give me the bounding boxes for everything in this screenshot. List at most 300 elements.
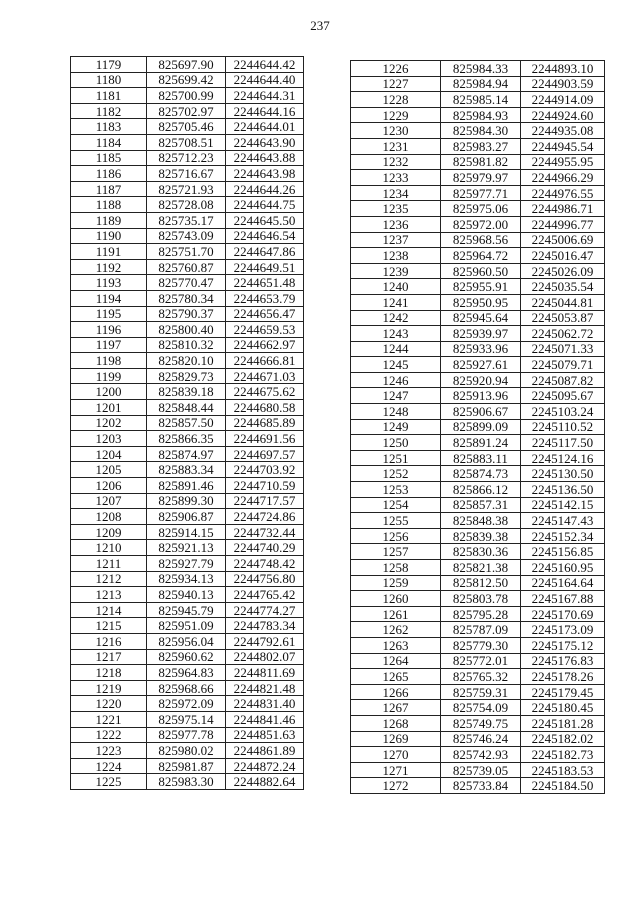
x-coordinate-cell: 825743.09 [147,228,226,244]
x-coordinate-cell: 825772.01 [441,653,521,669]
x-coordinate-cell: 825716.67 [147,166,226,182]
point-number-cell: 1255 [351,513,441,529]
y-coordinate-cell: 2245110.52 [521,419,605,435]
x-coordinate-cell: 825983.30 [147,774,226,790]
table-row [351,684,605,700]
point-number-cell: 1213 [71,587,147,603]
table-row [71,134,304,150]
y-coordinate-cell: 2245103.24 [521,404,605,420]
point-number-cell: 1194 [71,290,147,306]
y-coordinate-cell: 2244903.59 [521,76,605,92]
table-row [351,731,605,747]
table-row [351,388,605,404]
table-row [351,76,605,92]
table-row [71,181,304,197]
x-coordinate-cell: 825964.83 [147,665,226,681]
point-number-cell: 1235 [351,201,441,217]
y-coordinate-cell: 2244792.61 [226,633,304,649]
table-row [71,103,304,119]
x-coordinate-cell: 825972.00 [441,216,521,232]
x-coordinate-cell: 825874.97 [147,446,226,462]
point-number-cell: 1197 [71,337,147,353]
table-row [351,700,605,716]
y-coordinate-cell: 2245016.47 [521,248,605,264]
table-row [71,602,304,618]
y-coordinate-cell: 2245087.82 [521,372,605,388]
y-coordinate-cell: 2244645.50 [226,212,304,228]
y-coordinate-cell: 2245181.28 [521,715,605,731]
x-coordinate-cell: 825800.40 [147,322,226,338]
x-coordinate-cell: 825984.33 [441,61,521,77]
table-row [71,758,304,774]
y-coordinate-cell: 2244893.10 [521,61,605,77]
table-row [351,747,605,763]
point-number-cell: 1187 [71,181,147,197]
x-coordinate-cell: 825790.37 [147,306,226,322]
table-row [71,665,304,681]
y-coordinate-cell: 2244996.77 [521,216,605,232]
point-number-cell: 1195 [71,306,147,322]
point-number-cell: 1179 [71,57,147,73]
table-row [71,462,304,478]
point-number-cell: 1229 [351,107,441,123]
y-coordinate-cell: 2244756.80 [226,571,304,587]
x-coordinate-cell: 825848.38 [441,513,521,529]
y-coordinate-cell: 2245182.73 [521,747,605,763]
table-row [71,353,304,369]
x-coordinate-cell: 825977.78 [147,727,226,743]
point-number-cell: 1265 [351,669,441,685]
x-coordinate-cell: 825984.30 [441,123,521,139]
table-row [351,606,605,622]
point-number-cell: 1182 [71,103,147,119]
table-row [71,244,304,260]
table-row [71,743,304,759]
y-coordinate-cell: 2245178.26 [521,669,605,685]
point-number-cell: 1198 [71,353,147,369]
y-coordinate-cell: 2244656.47 [226,306,304,322]
y-coordinate-cell: 2245006.69 [521,232,605,248]
point-number-cell: 1188 [71,197,147,213]
x-coordinate-cell: 825950.95 [441,294,521,310]
y-coordinate-cell: 2244774.27 [226,602,304,618]
x-coordinate-cell: 825920.94 [441,372,521,388]
x-coordinate-cell: 825708.51 [147,134,226,150]
x-coordinate-cell: 825780.34 [147,290,226,306]
x-coordinate-cell: 825787.09 [441,622,521,638]
table-row [351,310,605,326]
point-number-cell: 1233 [351,170,441,186]
y-coordinate-cell: 2244914.09 [521,92,605,108]
point-number-cell: 1223 [71,743,147,759]
y-coordinate-cell: 2244644.26 [226,181,304,197]
point-number-cell: 1248 [351,404,441,420]
table-row [71,493,304,509]
y-coordinate-cell: 2245164.64 [521,575,605,591]
x-coordinate-cell: 825979.97 [441,170,521,186]
table-row [71,197,304,213]
y-coordinate-cell: 2245071.33 [521,341,605,357]
table-row [351,591,605,607]
x-coordinate-cell: 825913.96 [441,388,521,404]
y-coordinate-cell: 2245062.72 [521,326,605,342]
point-number-cell: 1260 [351,591,441,607]
point-number-cell: 1219 [71,680,147,696]
table-row [351,622,605,638]
point-number-cell: 1251 [351,450,441,466]
table-row [71,119,304,135]
table-row [351,107,605,123]
y-coordinate-cell: 2245147.43 [521,513,605,529]
table-row [71,446,304,462]
point-number-cell: 1261 [351,606,441,622]
point-number-cell: 1268 [351,715,441,731]
x-coordinate-cell: 825697.90 [147,57,226,73]
point-number-cell: 1192 [71,259,147,275]
y-coordinate-cell: 2245079.71 [521,357,605,373]
x-coordinate-cell: 825803.78 [441,591,521,607]
table-row [71,571,304,587]
point-number-cell: 1231 [351,138,441,154]
x-coordinate-cell: 825866.35 [147,431,226,447]
table-row [351,560,605,576]
point-number-cell: 1272 [351,778,441,794]
table-row [71,618,304,634]
point-number-cell: 1183 [71,119,147,135]
x-coordinate-cell: 825956.04 [147,633,226,649]
point-number-cell: 1254 [351,497,441,513]
point-number-cell: 1199 [71,368,147,384]
point-number-cell: 1227 [351,76,441,92]
point-number-cell: 1208 [71,509,147,525]
point-number-cell: 1206 [71,478,147,494]
point-number-cell: 1193 [71,275,147,291]
x-coordinate-cell: 825883.11 [441,450,521,466]
x-coordinate-cell: 825742.93 [441,747,521,763]
x-coordinate-cell: 825984.94 [441,76,521,92]
point-number-cell: 1269 [351,731,441,747]
point-number-cell: 1205 [71,462,147,478]
table-row [351,575,605,591]
point-number-cell: 1271 [351,762,441,778]
table-row [71,696,304,712]
x-coordinate-cell: 825933.96 [441,341,521,357]
table-row [71,275,304,291]
point-number-cell: 1256 [351,528,441,544]
point-number-cell: 1266 [351,684,441,700]
table-row [351,138,605,154]
table-row [351,404,605,420]
y-coordinate-cell: 2244841.46 [226,711,304,727]
y-coordinate-cell: 2244680.58 [226,400,304,416]
x-coordinate-cell: 825960.62 [147,649,226,665]
y-coordinate-cell: 2244740.29 [226,540,304,556]
x-coordinate-cell: 825927.79 [147,556,226,572]
x-coordinate-cell: 825939.97 [441,326,521,342]
y-coordinate-cell: 2244945.54 [521,138,605,154]
x-coordinate-cell: 825821.38 [441,560,521,576]
y-coordinate-cell: 2244649.51 [226,259,304,275]
x-coordinate-cell: 825830.36 [441,544,521,560]
table-row [71,166,304,182]
y-coordinate-cell: 2244697.57 [226,446,304,462]
x-coordinate-cell: 825754.09 [441,700,521,716]
x-coordinate-cell: 825874.73 [441,466,521,482]
y-coordinate-cell: 2244666.81 [226,353,304,369]
point-number-cell: 1242 [351,310,441,326]
point-number-cell: 1224 [71,758,147,774]
point-number-cell: 1181 [71,88,147,104]
table-row [351,419,605,435]
point-number-cell: 1232 [351,154,441,170]
y-coordinate-cell: 2244685.89 [226,415,304,431]
point-number-cell: 1201 [71,400,147,416]
table-row [351,92,605,108]
x-coordinate-cell: 825702.97 [147,103,226,119]
x-coordinate-cell: 825733.84 [441,778,521,794]
y-coordinate-cell: 2245152.34 [521,528,605,544]
table-row [351,248,605,264]
table-row [71,649,304,665]
x-coordinate-cell: 825749.75 [441,715,521,731]
point-number-cell: 1209 [71,524,147,540]
point-number-cell: 1186 [71,166,147,182]
point-number-cell: 1214 [71,602,147,618]
point-number-cell: 1239 [351,263,441,279]
point-number-cell: 1267 [351,700,441,716]
x-coordinate-cell: 825975.06 [441,201,521,217]
table-row [71,384,304,400]
table-row [351,279,605,295]
point-number-cell: 1236 [351,216,441,232]
x-coordinate-cell: 825945.79 [147,602,226,618]
point-number-cell: 1237 [351,232,441,248]
x-coordinate-cell: 825945.64 [441,310,521,326]
coordinates-table-right [350,60,605,794]
table-row [71,259,304,275]
table-row [351,528,605,544]
x-coordinate-cell: 825739.05 [441,762,521,778]
table-row [71,368,304,384]
table-row [351,715,605,731]
y-coordinate-cell: 2245179.45 [521,684,605,700]
table-row [351,341,605,357]
y-coordinate-cell: 2245170.69 [521,606,605,622]
table-row [351,497,605,513]
table-row [351,482,605,498]
x-coordinate-cell: 825980.02 [147,743,226,759]
table-row [71,400,304,416]
point-number-cell: 1190 [71,228,147,244]
point-number-cell: 1270 [351,747,441,763]
point-number-cell: 1215 [71,618,147,634]
point-number-cell: 1240 [351,279,441,295]
table-row [351,372,605,388]
table-row [351,544,605,560]
y-coordinate-cell: 2244644.31 [226,88,304,104]
y-coordinate-cell: 2244935.08 [521,123,605,139]
point-number-cell: 1263 [351,637,441,653]
table-row [71,478,304,494]
table-row [351,201,605,217]
x-coordinate-cell: 825848.44 [147,400,226,416]
point-number-cell: 1264 [351,653,441,669]
table-row [71,711,304,727]
point-number-cell: 1247 [351,388,441,404]
point-number-cell: 1216 [71,633,147,649]
x-coordinate-cell: 825751.70 [147,244,226,260]
y-coordinate-cell: 2244675.62 [226,384,304,400]
x-coordinate-cell: 825955.91 [441,279,521,295]
table-row [71,633,304,649]
point-number-cell: 1259 [351,575,441,591]
table-row [71,524,304,540]
x-coordinate-cell: 825705.46 [147,119,226,135]
y-coordinate-cell: 2245175.12 [521,637,605,653]
x-coordinate-cell: 825866.12 [441,482,521,498]
x-coordinate-cell: 825977.71 [441,185,521,201]
y-coordinate-cell: 2244717.57 [226,493,304,509]
y-coordinate-cell: 2245124.16 [521,450,605,466]
table-row [71,540,304,556]
y-coordinate-cell: 2244861.89 [226,743,304,759]
table-row [71,290,304,306]
point-number-cell: 1211 [71,556,147,572]
table-row [71,415,304,431]
table-row [71,306,304,322]
x-coordinate-cell: 825700.99 [147,88,226,104]
y-coordinate-cell: 2244691.56 [226,431,304,447]
x-coordinate-cell: 825899.09 [441,419,521,435]
point-number-cell: 1204 [71,446,147,462]
x-coordinate-cell: 825921.13 [147,540,226,556]
point-number-cell: 1222 [71,727,147,743]
x-coordinate-cell: 825795.28 [441,606,521,622]
table-row [71,556,304,572]
point-number-cell: 1225 [71,774,147,790]
y-coordinate-cell: 2244647.86 [226,244,304,260]
x-coordinate-cell: 825927.61 [441,357,521,373]
table-row [71,727,304,743]
table-row [71,212,304,228]
y-coordinate-cell: 2245130.50 [521,466,605,482]
x-coordinate-cell: 825829.73 [147,368,226,384]
table-row [351,637,605,653]
y-coordinate-cell: 2245035.54 [521,279,605,295]
x-coordinate-cell: 825983.27 [441,138,521,154]
y-coordinate-cell: 2244765.42 [226,587,304,603]
x-coordinate-cell: 825891.46 [147,478,226,494]
x-coordinate-cell: 825883.34 [147,462,226,478]
point-number-cell: 1212 [71,571,147,587]
x-coordinate-cell: 825972.09 [147,696,226,712]
point-number-cell: 1258 [351,560,441,576]
point-number-cell: 1210 [71,540,147,556]
table-row [351,232,605,248]
x-coordinate-cell: 825770.47 [147,275,226,291]
table-row [71,774,304,790]
y-coordinate-cell: 2244976.55 [521,185,605,201]
y-coordinate-cell: 2245156.85 [521,544,605,560]
y-coordinate-cell: 2244644.16 [226,103,304,119]
x-coordinate-cell: 825975.14 [147,711,226,727]
table-row [351,513,605,529]
y-coordinate-cell: 2245053.87 [521,310,605,326]
x-coordinate-cell: 825906.87 [147,509,226,525]
x-coordinate-cell: 825906.67 [441,404,521,420]
y-coordinate-cell: 2245183.53 [521,762,605,778]
y-coordinate-cell: 2244872.24 [226,758,304,774]
y-coordinate-cell: 2245142.15 [521,497,605,513]
table-row [351,778,605,794]
x-coordinate-cell: 825759.31 [441,684,521,700]
table-row [351,263,605,279]
y-coordinate-cell: 2244644.01 [226,119,304,135]
point-number-cell: 1202 [71,415,147,431]
table-row [351,61,605,77]
point-number-cell: 1243 [351,326,441,342]
point-number-cell: 1191 [71,244,147,260]
point-number-cell: 1189 [71,212,147,228]
y-coordinate-cell: 2244653.79 [226,290,304,306]
x-coordinate-cell: 825735.17 [147,212,226,228]
y-coordinate-cell: 2245136.50 [521,482,605,498]
table-row [351,185,605,201]
table-body [351,61,605,794]
table-row [351,653,605,669]
point-number-cell: 1244 [351,341,441,357]
table-row [71,680,304,696]
table-row [71,228,304,244]
table-row [71,587,304,603]
y-coordinate-cell: 2245095.67 [521,388,605,404]
y-coordinate-cell: 2244851.63 [226,727,304,743]
y-coordinate-cell: 2244659.53 [226,322,304,338]
point-number-cell: 1218 [71,665,147,681]
x-coordinate-cell: 825960.50 [441,263,521,279]
y-coordinate-cell: 2244924.60 [521,107,605,123]
point-number-cell: 1185 [71,150,147,166]
table-row [351,123,605,139]
y-coordinate-cell: 2245182.02 [521,731,605,747]
y-coordinate-cell: 2244802.07 [226,649,304,665]
point-number-cell: 1257 [351,544,441,560]
point-number-cell: 1262 [351,622,441,638]
x-coordinate-cell: 825765.32 [441,669,521,685]
x-coordinate-cell: 825981.87 [147,758,226,774]
x-coordinate-cell: 825839.18 [147,384,226,400]
x-coordinate-cell: 825721.93 [147,181,226,197]
point-number-cell: 1230 [351,123,441,139]
y-coordinate-cell: 2244651.48 [226,275,304,291]
y-coordinate-cell: 2244783.34 [226,618,304,634]
point-number-cell: 1238 [351,248,441,264]
y-coordinate-cell: 2244748.42 [226,556,304,572]
y-coordinate-cell: 2244955.95 [521,154,605,170]
y-coordinate-cell: 2245176.83 [521,653,605,669]
point-number-cell: 1246 [351,372,441,388]
point-number-cell: 1234 [351,185,441,201]
x-coordinate-cell: 825968.56 [441,232,521,248]
table-row [71,337,304,353]
x-coordinate-cell: 825760.87 [147,259,226,275]
table-row [351,294,605,310]
table-body [71,57,304,790]
point-number-cell: 1200 [71,384,147,400]
x-coordinate-cell: 825985.14 [441,92,521,108]
point-number-cell: 1241 [351,294,441,310]
table-row [71,72,304,88]
